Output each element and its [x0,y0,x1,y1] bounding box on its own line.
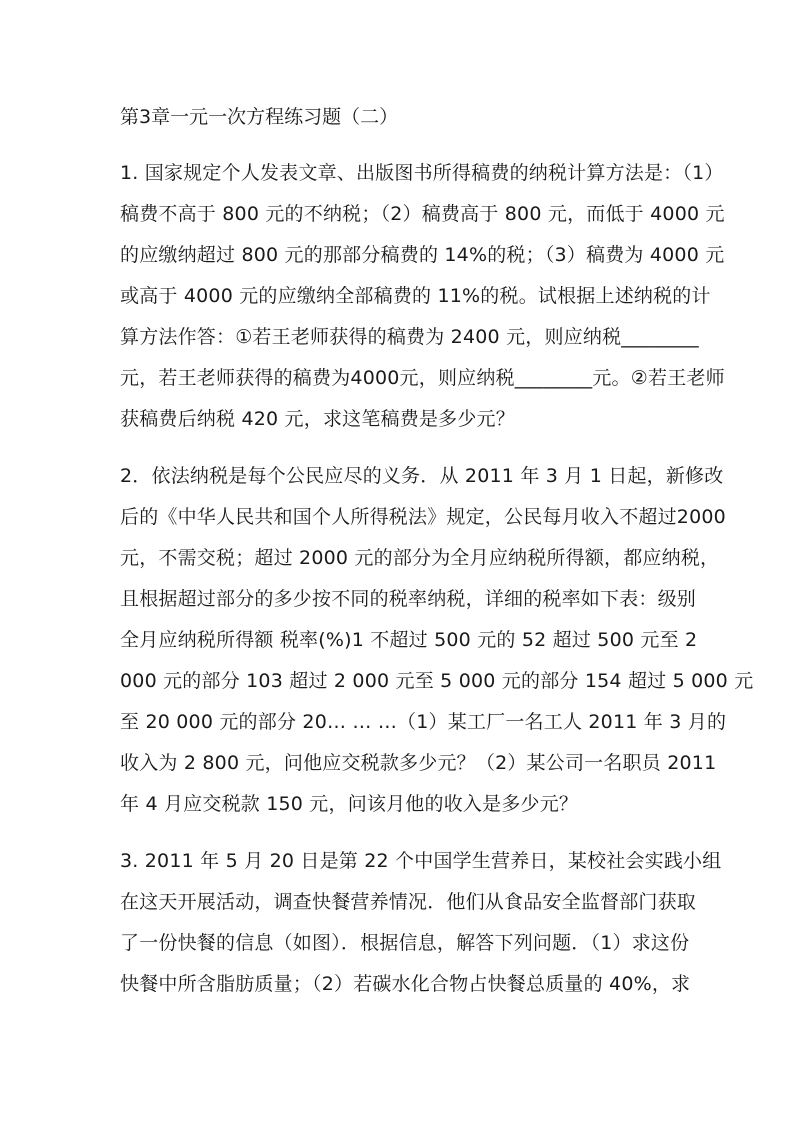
problem-1-line-4: 或高于 4000 元的应缴纳全部稿费的 11%的税。试根据上述纳税的计 [120,285,711,307]
problem-1-line-1: 1. 国家规定个人发表文章、出版图书所得稿费的纳税计算方法是：（1） [120,162,724,184]
problem-2-line-9: 年 4 月应交税款 150 元，问该月他的收入是多少元？ [120,793,579,815]
problem-2-line-1: 2．依法纳税是每个公民应尽的义务．从 2011 年 3 月 1 日起，新修改 [120,465,724,487]
problem-2-line-7: 至 20 000 元的部分 20… … …（1）某工厂一名工人 2011 年 3 月的 [120,711,727,733]
problem-2-line-5: 全月应纳税所得额 税率(%)1 不超过 500 元的 52 超过 500 元至 2 [120,629,698,651]
problem-2-line-6: 000 元的部分 103 超过 2 000 元至 5 000 元的部分 154 超过 5 000 元 [120,670,754,692]
problem-3-line-2: 在这天开展活动，调查快餐营养情况．他们从食品安全监督部门获取 [120,891,697,913]
problem-3-line-1: 3. 2011 年 5 月 20 日是第 22 个中国学生营养日，某校社会实践小组 [120,850,722,872]
problem-1-line-7: 获稿费后纳税 420 元，求这笔稿费是多少元？ [120,408,515,430]
problem-2-line-3: 元，不需交税；超过 2000 元的部分为全月应纳税所得额，都应纳税， [120,547,720,569]
problem-2-line-2: 后的《中华人民共和国个人所得税法》规定，公民每月收入不超过2000 [120,506,726,528]
problem-1-line-6: 元，若王老师获得的稿费为4000元，则应纳税________元。②若王老师 [120,367,725,389]
problem-3-line-3: 了一份快餐的信息（如图）．根据信息，解答下列问题．（1）求这份 [120,932,690,954]
problem-3-line-4: 快餐中所含脂肪质量；（2）若碳水化合物占快餐总质量的 40%，求 [120,973,691,995]
problem-1-line-3: 的应缴纳超过 800 元的那部分稿费的 14%的税；（3）稿费为 4000 元 [120,244,725,266]
problem-1-line-5: 算方法作答：①若王老师获得的稿费为 2400 元，则应纳税________ [120,326,699,348]
problem-2-line-4: 且根据超过部分的多少按不同的税率纳税，详细的税率如下表：级别 [120,588,697,610]
problem-1-line-2: 稿费不高于 800 元的不纳税；（2）稿费高于 800 元，而低于 4000 元 [120,203,725,225]
document-title: 第3章一元一次方程练习题（二） [120,106,399,128]
problem-2-line-8: 收入为 2 800 元，问他应交税款多少元？（2）某公司一名职员 2011 [120,752,717,774]
